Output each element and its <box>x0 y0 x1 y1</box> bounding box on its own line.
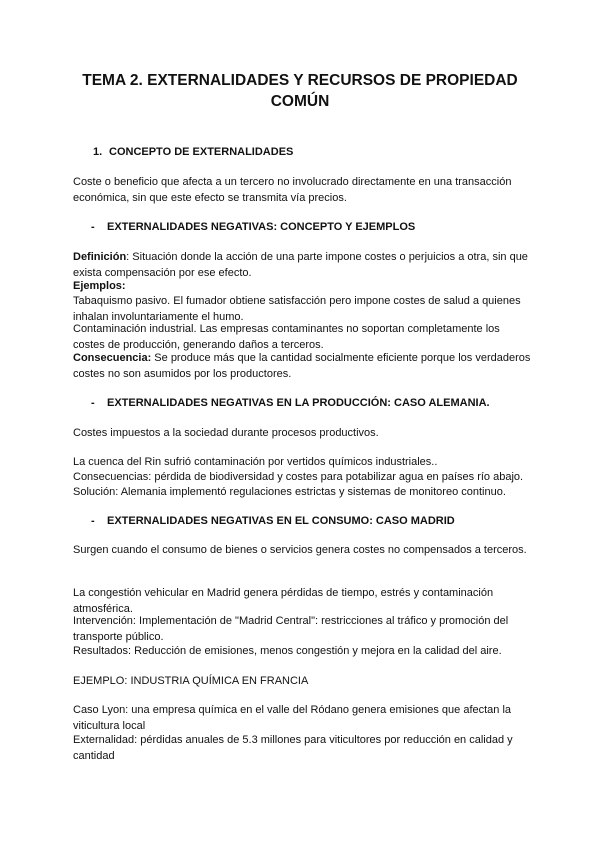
examples-label <box>73 279 533 295</box>
examples-label-text: Ejemplos: <box>73 280 126 292</box>
example-france-heading: EJEMPLO: INDUSTRIA QUÍMICA EN FRANCIA <box>73 675 309 687</box>
production-intro: Costes impuestos a la sociedad durante procesos productivos. <box>73 427 379 439</box>
consumption-congestion-line: La congestión vehicular en Madrid genera pérdidas de tiempo, estrés y contaminación atmosférica. <box>73 587 494 615</box>
document-title: TEMA 2. EXTERNALIDADES Y RECURSOS DE PROPIEDAD COMÚN <box>82 72 518 110</box>
section-heading-text: CONCEPTO DE EXTERNALIDADES <box>109 146 294 158</box>
consequence-text: Se produce más que la cantidad socialmente eficiente porque los verdaderos costes no son asumidos por los productores. <box>73 352 531 380</box>
bullet-dash: - <box>91 397 95 409</box>
definition-label: Definición <box>73 251 127 263</box>
subheading-consumption-madrid <box>91 515 455 527</box>
consequence-label: Consecuencia: <box>73 352 152 364</box>
example-industrial-pollution: Contaminación industrial. Las empresas contaminantes no soportan completamente los costes de producción, generando daños a terceros. <box>73 323 500 351</box>
bullet-dash: - <box>91 221 95 233</box>
definition-text: : Situación donde la acción de una parte impone costes o perjuicios a otra, sin que exista compensación por ese efecto. <box>73 251 528 279</box>
subheading-text: EXTERNALIDADES NEGATIVAS EN LA PRODUCCIÓN: CASO ALEMANIA. <box>107 397 490 409</box>
bullet-dash: - <box>91 515 95 527</box>
example-passive-smoking: Tabaquismo pasivo. El fumador obtiene satisfacción pero impone costes de salud a quienes inhalan involuntariamente el humo. <box>73 295 521 323</box>
consumption-intervention-line: Intervención: Implementación de "Madrid Central": restricciones al tráfico y promoción del transporte público. <box>73 615 509 643</box>
production-consequences-line: Consecuencias: pérdida de biodiversidad y costes para potabilizar agua en países río abajo. <box>73 471 524 483</box>
consumption-results-line: Resultados: Reducción de emisiones, menos congestión y mejora en la calidad del aire. <box>73 645 502 657</box>
subheading-production-germany <box>91 397 490 409</box>
production-solution-line: Solución: Alemania implementó regulaciones estrictas y sistemas de monitoreo continuo. <box>73 486 506 498</box>
definition-paragraph <box>73 250 533 281</box>
consequence-paragraph <box>73 351 533 382</box>
subheading-text: EXTERNALIDADES NEGATIVAS EN EL CONSUMO: CASO MADRID <box>107 515 455 527</box>
production-rhine-line: La cuenca del Rin sufrió contaminación por vertidos químicos industriales.. <box>73 456 438 468</box>
example-france-lyon-line: Caso Lyon: una empresa química en el valle del Ródano genera emisiones que afectan la viticultura local <box>73 704 512 732</box>
section-heading-concept <box>93 146 293 158</box>
example-france-externality-line: Externalidad: pérdidas anuales de 5.3 millones para viticultores por reducción en calidad y cantidad <box>73 734 513 762</box>
section-number: 1. <box>93 146 103 158</box>
subheading-text: EXTERNALIDADES NEGATIVAS: CONCEPTO Y EJEMPLOS <box>107 221 416 233</box>
subheading-negative-concept <box>91 221 415 233</box>
consumption-intro: Surgen cuando el consumo de bienes o servicios genera costes no compensados a terceros. <box>73 544 527 556</box>
concept-paragraph: Coste o beneficio que afecta a un tercero no involucrado directamente en una transacción económica, sin que este efecto se transmita vía precios. <box>73 176 512 204</box>
